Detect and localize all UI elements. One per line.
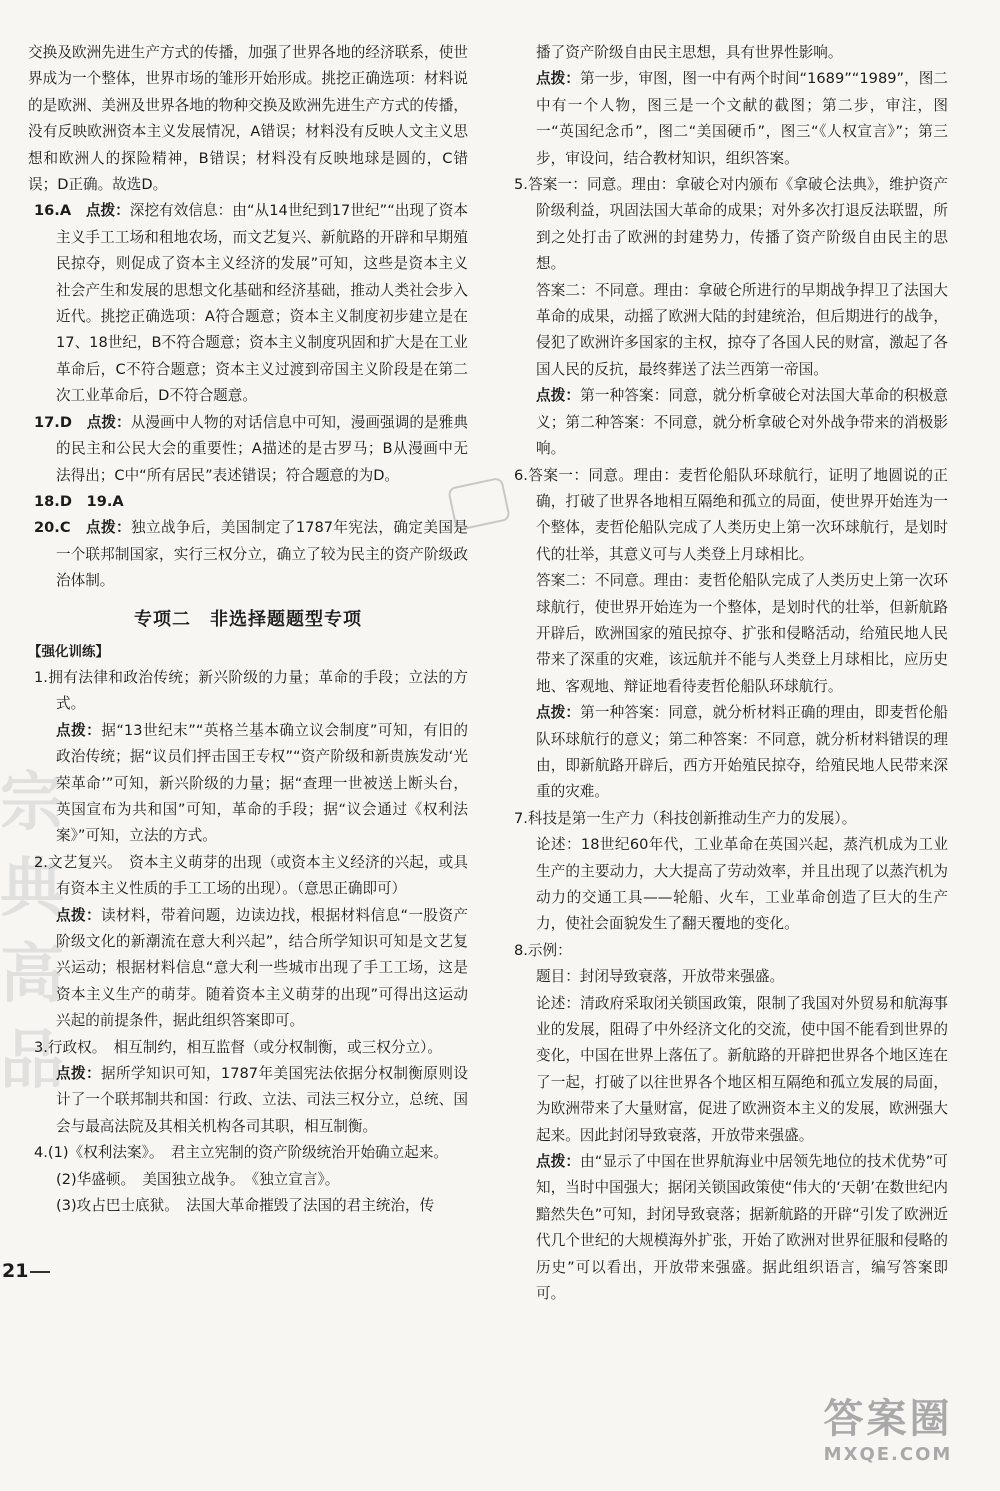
answer-3: 3.行政权。 相互制约，相互监督（或分权制衡，或三权分立）。	[34, 1038, 442, 1056]
answer-1-tip: 点拨：据“13世纪末”“英格兰基本确立议会制度”可知，有旧的政治传统；据“议员们抨击国王专权”“资产阶级和新贵族发动‘光荣革命’”可知，新兴阶级的力量；据“查理一世被送上断头台，英国宣布为共和国”可知，革命的手段；据“议会通过《权利法案》”可知，立法的方式。	[56, 721, 468, 845]
watermark-text: 答案圈	[823, 1396, 953, 1442]
answer-5-tip: 点拨：第一种答案：同意，就分析拿破仑对法国大革命的积极意义；第二种答案：不同意，就分析拿破仑对外战争带来的消极影响。	[536, 387, 948, 458]
side-decoration: 宗 典 高 品	[0, 766, 64, 1098]
answer-3-tip: 点拨：据所学知识可知，1787年美国宪法依据分权制衡原则设计了一个联邦制共和国：行政、立法、司法三权分立，总统、国会与最高法院及其相关机构各司其职，相互制衡。	[56, 1065, 468, 1135]
answer-8: 8.示例：	[514, 941, 572, 959]
answer-2-tip: 点拨：读材料，带着问题，边读边找，根据材料信息“一股资产阶级文化的新潮流在意大利兴起”，结合所学知识可知是文艺复兴运动；根据材料信息“意大利一些城市出现了手工工场，这是资本主义生产的萌芽。随着资本主义萌芽的出现”可得出这运动兴起的前提条件，据此组织答案即可。	[56, 906, 468, 1030]
answer-6-tip: 点拨：第一种答案：同意，就分析材料正确的理由，即麦哲伦船队环球航行的意义；第二种答案：不同意，就分析材料错误的理由，即新航路开辟后，西方开始殖民掠夺，给殖民地人民带来深重的灾难。	[536, 704, 948, 801]
right-paragraph-0-tip: 点拨：第一步，审图，图一中有两个时间“1689”“1989”，图二中有一个人物，图三是一个文献的截图；第二步，审注，图一“英国纪念币”，图二“美国硬币”，图三“《人权宣言》”；第三步，审设问，结合教材知识，组织答案。	[536, 70, 948, 167]
question-16: 16.A 点拨：深挖有效信息：由“从14世纪到17世纪”“出现了资本主义手工工场和租地农场，而文艺复兴、新航路的开辟和早期殖民掠夺，则促成了资本主义经济的发展”可知，这些是资本主义社会产生和发展的思想文化基础和经济基础，推动人类社会步入近代。挑挖正确选项：A符合题意；资本主义制度初步建立是在17、18世纪，B不符合题意；资本主义制度巩固和扩大是在工业革命后，C不符合题意；资本主义过渡到帝国主义阶段是在第二次工业革命后，D不符合题意。	[34, 202, 468, 405]
answer-5-b: 答案二：不同意。理由：拿破仑所进行的早期战争捍卫了法国大革命的成果，动摇了欧洲大陆的封建统治，但后期进行的战争，侵犯了欧洲许多国家的主权，掠夺了各国人民的财富，激起了各国人民的反抗，最终葬送了法兰西第一帝国。	[536, 281, 948, 378]
answer-1: 1.拥有法律和政治传统；新兴阶级的力量；革命的手段；立法的方式。	[34, 668, 468, 713]
right-column	[508, 40, 948, 1308]
answer-7: 7.科技是第一生产力（科技创新推动生产力的发展）。	[514, 809, 857, 827]
left-column	[28, 40, 468, 1219]
right-paragraph-0: 播了资产阶级自由民主思想，具有世界性影响。	[536, 44, 843, 61]
answer-4-3: (3)攻占巴士底狱。 法国大革命摧毁了法国的君主统治，传	[56, 1197, 435, 1215]
section-title: 专项二 非选择题题型专项	[134, 608, 362, 630]
answer-6-b: 答案二：不同意。理由：麦哲伦船队完成了人类历史上第一次环球航行，使世界开始连为一个整体，是划时代的壮举，但新航路开辟后，欧洲国家的殖民掠夺、扩张和侵略活动，给殖民地人民带来了深重的灾难，该远航并不能与人类登上月球相比，应历史地、客观地、辩证地看待麦哲伦船队环球航行。	[536, 572, 948, 695]
page-number: 21	[2, 1260, 29, 1282]
answer-8-text: 论述：清政府采取闭关锁国政策，限制了我国对外贸易和航海事业的发展，阻碍了中外经济文化的交流，使中国不能看到世界的变化，中国在世界上落伍了。新航路的开辟把世界各个地区连在了一起，打破了以往世界各个地区相互隔绝和孤立发展的局面，为欧洲带来了大量财富，促进了欧洲资本主义的发展，欧洲强大起来。因此封闭导致衰落，开放带来强盛。	[536, 994, 948, 1144]
answer-4-1: 4.(1)《权利法案》。 君主立宪制的资产阶级统治开始确立起来。	[34, 1144, 449, 1162]
page-number-dash	[30, 1271, 50, 1273]
answer-7-text: 论述：18世纪60年代，工业革命在英国兴起，蒸汽机成为工业生产的主要动力，大大提高了劳动效率，并且出现了以蒸汽机为动力的交通工具——轮船、火车，工业革命创造了巨大的生产力，使社会面貌发生了翻天覆地的变化。	[536, 836, 948, 933]
answer-4-2: (2)华盛顿。 美国独立战争。 《独立宣言》。	[56, 1170, 340, 1188]
answer-5-a: 5.答案一：同意。理由：拿破仑对内颁布《拿破仑法典》，维护资产阶级利益，巩固法国大革命的成果；对外多次打退反法联盟，所到之处打击了欧洲的封建势力，传播了资产阶级自由民主的思想。	[514, 176, 948, 273]
watermark-logo	[800, 1395, 976, 1477]
answer-2: 2.文艺复兴。 资本主义萌芽的出现（或资本主义经济的兴起，或具有资本主义性质的手工工场的出现）。（意思正确即可）	[34, 853, 468, 898]
answer-8-tip: 点拨：由“显示了中国在世界航海业中居领先地位的技术优势”可知，当时中国强大；据闭关锁国政策使“伟大的‘天朝’在数世纪内黯然失色”可知，封闭导致衰落；据新航路的开辟“引发了欧洲近代几个世纪的大规模海外扩张，开始了欧洲对世界征服和侵略的历史”可以看出，开放带来强盛。据此组织语言，编写答案即可。	[536, 1153, 948, 1303]
watermark-url: MXQE.COM	[823, 1444, 953, 1465]
answer-8-title: 题目：封闭导致衰落，开放带来强盛。	[536, 968, 785, 986]
question-18-19: 18.D 19.A	[34, 492, 124, 510]
left-paragraph-0: 交换及欧洲先进生产方式的传播，加强了世界各地的经济联系，使世界成为一个整体，世界市场的雏形开始形成。挑挖正确选项：材料说的是欧洲、美洲及世界各地的物种交换及欧洲先进生产方式的传播，没有反映欧洲资本主义发展情况，A错误；材料没有反映人文主义思想和欧洲人的探险精神，B错误；材料没有反映地球是圆的，C错误；D正确。故选D。	[28, 44, 468, 194]
answer-6-a: 6.答案一：同意。理由：麦哲伦船队环球航行，证明了地圆说的正确，打破了世界各地相互隔绝和孤立的局面，使世界开始连为一个整体，麦哲伦船队完成了人类历史上第一次环球航行，是划时代的壮举，其意义可与人类登上月球相比。	[514, 466, 948, 563]
question-17: 17.D 点拨：从漫画中人物的对话信息中可知，漫画强调的是雅典的民主和公民大会的重要性；A描述的是古罗马；B从漫画中无法得出；C中“所有居民”表述错误；符合题意的为D。	[34, 413, 468, 484]
question-20: 20.C 点拨：独立战争后，美国制定了1787年宪法，确定美国是一个联邦制国家，实行三权分立，确立了较为民主的资产阶级政治体制。	[34, 519, 468, 590]
sub-label: 【强化训练】	[28, 643, 109, 660]
